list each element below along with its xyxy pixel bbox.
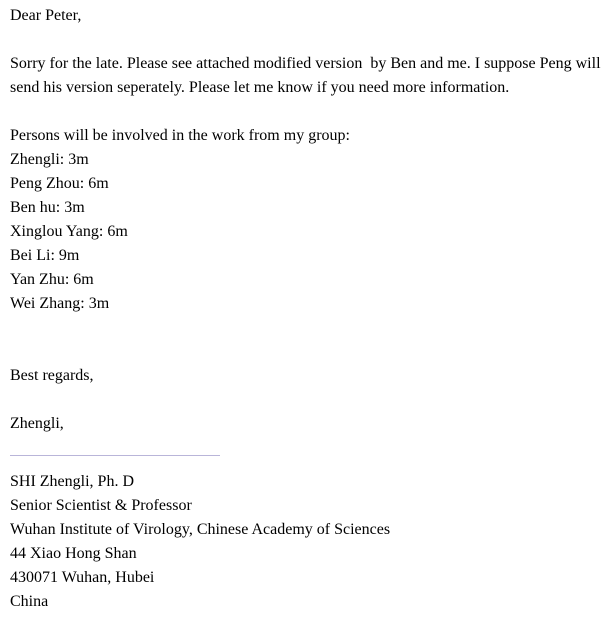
closing: Best regards, bbox=[10, 367, 94, 384]
person-entry: Xinglou Yang: 6m bbox=[10, 223, 128, 240]
spacer bbox=[10, 28, 610, 52]
signature-title: Senior Scientist & Professor bbox=[10, 497, 192, 514]
email-body bbox=[10, 4, 610, 614]
person-entry: Wei Zhang: 3m bbox=[10, 295, 110, 312]
sender-name: Zhengli, bbox=[10, 415, 64, 432]
spacer bbox=[10, 100, 610, 124]
person-entry: Ben hu: 3m bbox=[10, 199, 85, 216]
spacer bbox=[10, 316, 610, 340]
signature-institution: Wuhan Institute of Virology, Chinese Academy of Sciences bbox=[10, 521, 391, 538]
signature-street: 44 Xiao Hong Shan bbox=[10, 545, 137, 562]
signature-name: SHI Zhengli, Ph. D bbox=[10, 473, 134, 490]
person-entry: Zhengli: 3m bbox=[10, 151, 89, 168]
person-entry: Yan Zhu: 6m bbox=[10, 271, 94, 288]
body-line: send his version seperately. Please let me know if you need more information. bbox=[10, 79, 510, 96]
person-entry: Bei Li: 9m bbox=[10, 247, 80, 264]
signature-city: 430071 Wuhan, Hubei bbox=[10, 569, 155, 586]
body-line: Sorry for the late. Please see attached modified version by Ben and me. I suppose Peng will bbox=[10, 55, 601, 72]
persons-list bbox=[10, 148, 610, 316]
spacer bbox=[10, 388, 610, 412]
spacer bbox=[10, 340, 610, 364]
persons-intro: Persons will be involved in the work from my group: bbox=[10, 127, 350, 144]
greeting: Dear Peter, bbox=[10, 7, 82, 24]
person-entry: Peng Zhou: 6m bbox=[10, 175, 109, 192]
signature-country: China bbox=[10, 593, 49, 610]
signature-block bbox=[10, 470, 610, 614]
signature-divider bbox=[10, 455, 220, 456]
